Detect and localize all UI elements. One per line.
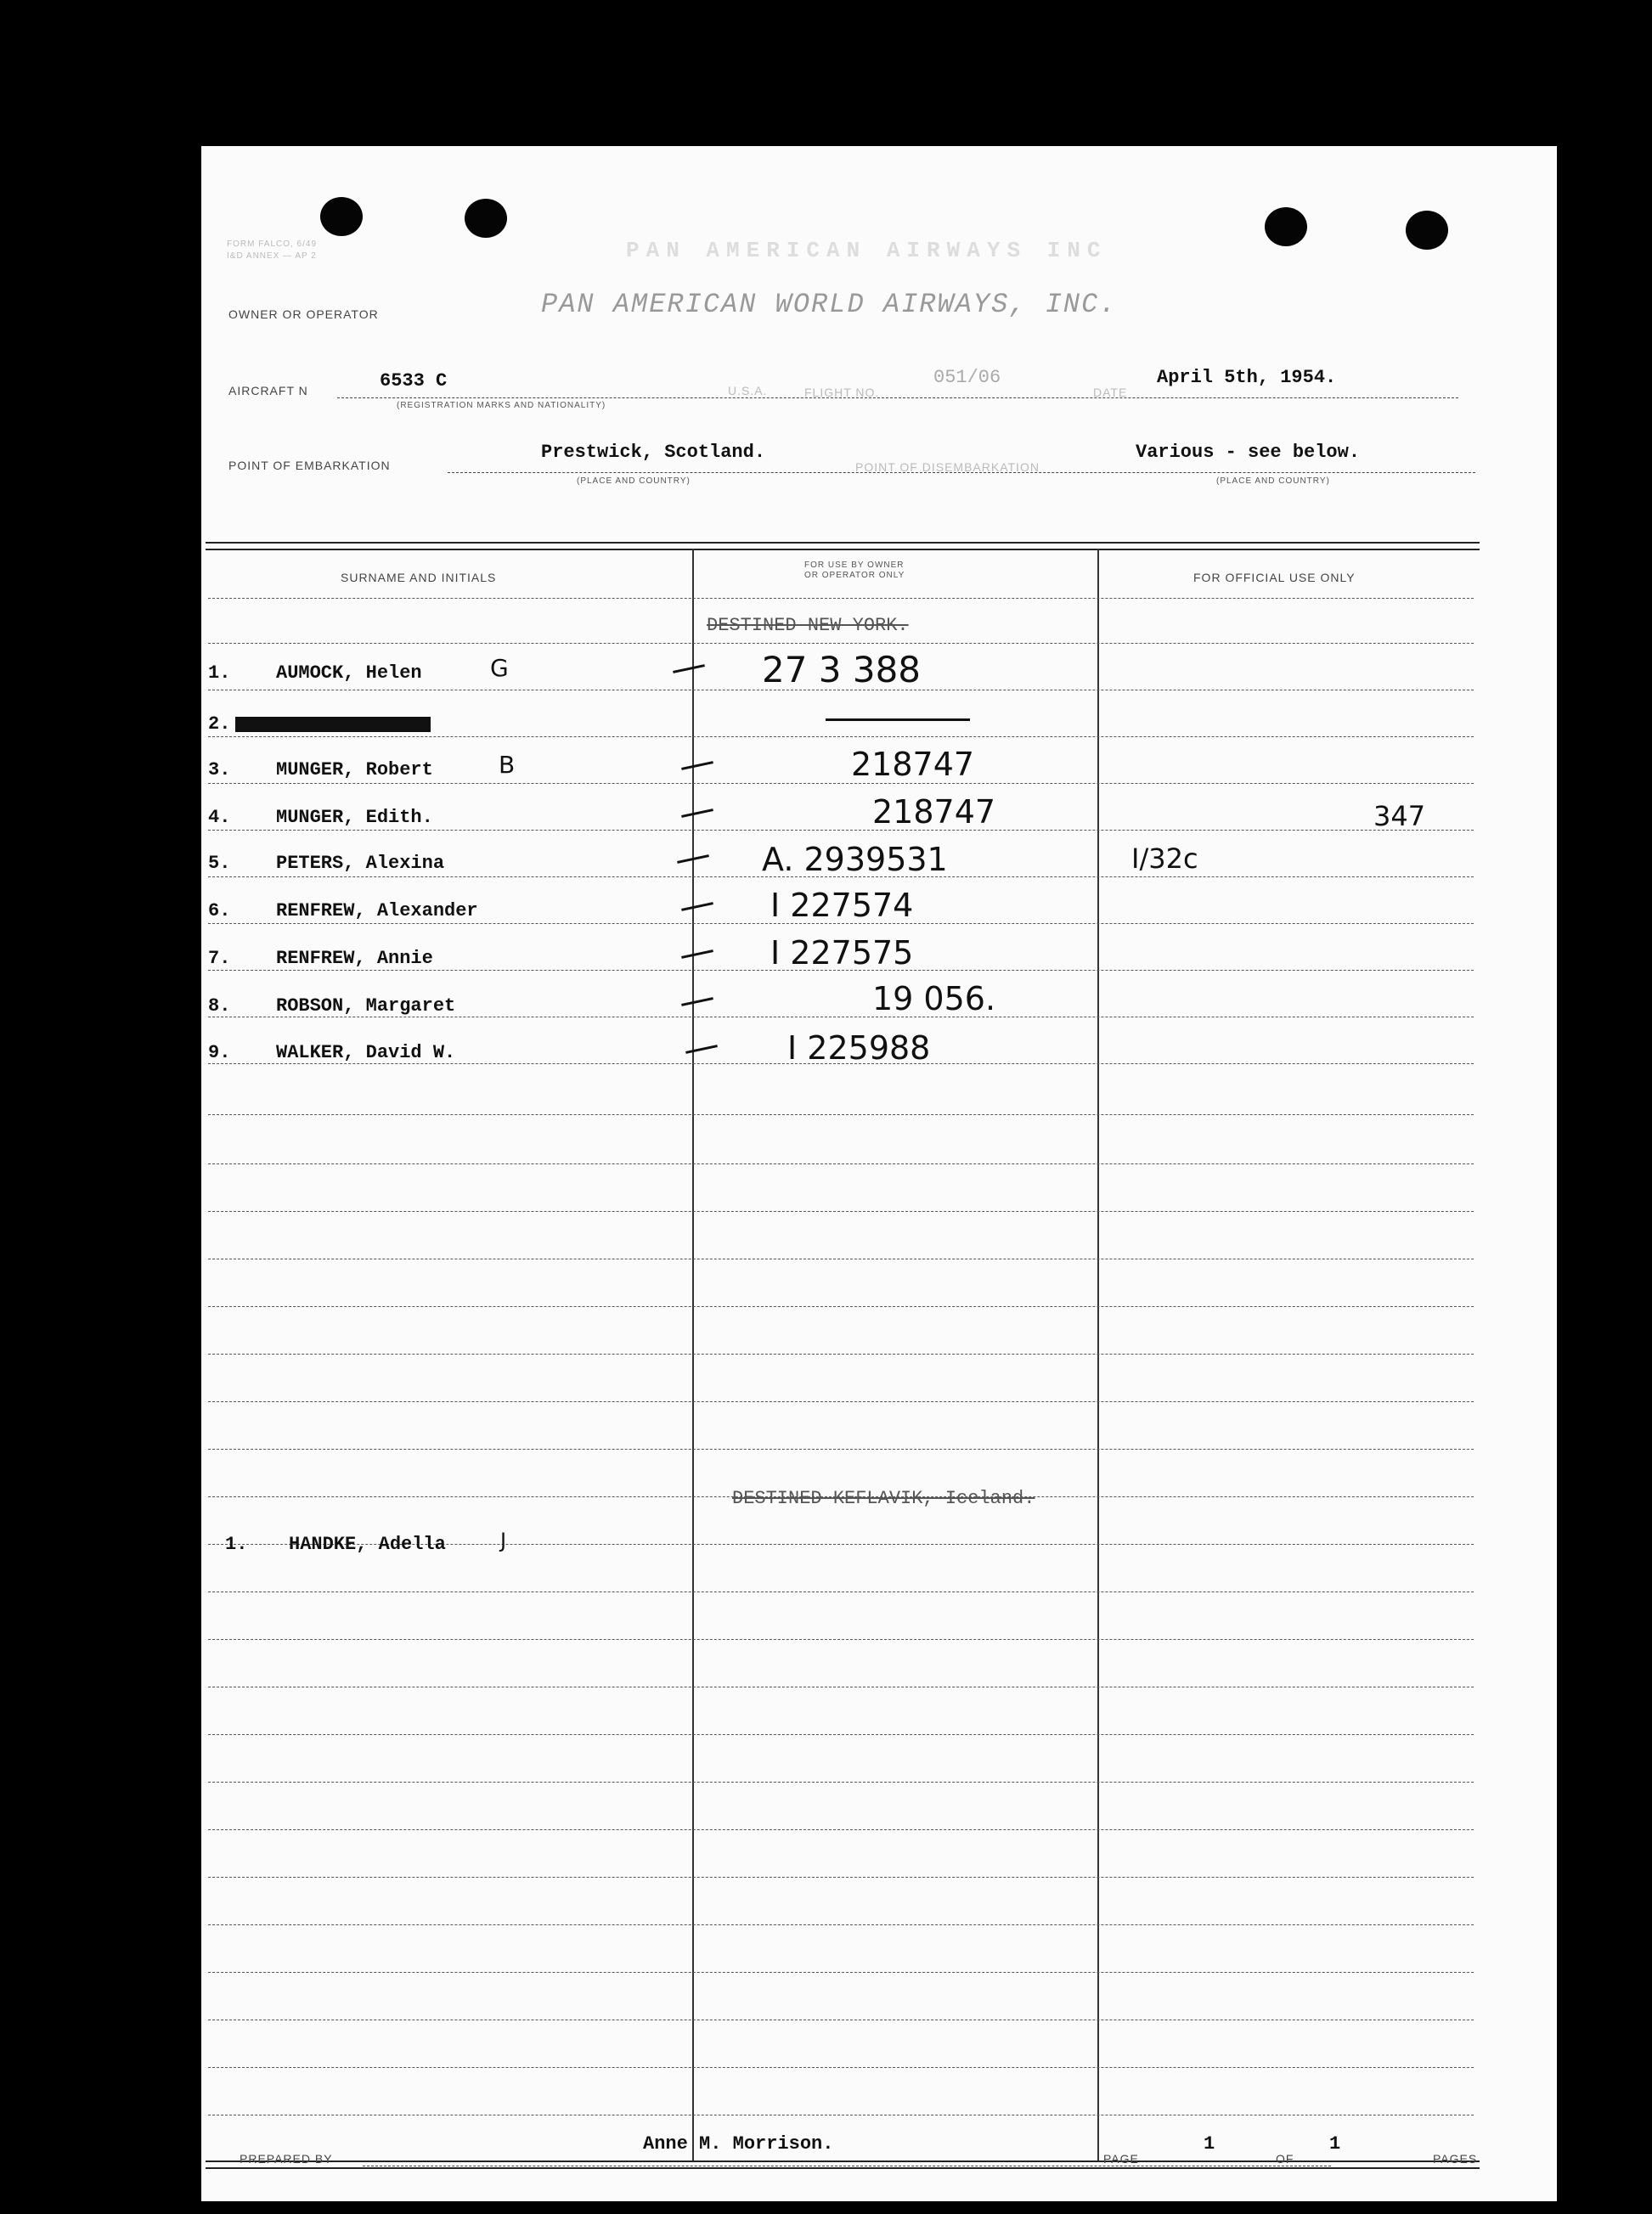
passenger-number: 27 3 388 xyxy=(762,649,922,690)
aircraft-value: 6533 C xyxy=(380,370,448,392)
passenger-number: I 227575 xyxy=(770,934,914,972)
tick-mark xyxy=(681,997,713,1006)
passenger-number: I 225988 xyxy=(787,1029,931,1067)
embark-value: Prestwick, Scotland. xyxy=(541,442,766,463)
row-number: 9. xyxy=(208,1042,231,1063)
passenger-name: ROBSON, Margaret xyxy=(276,995,456,1017)
page-label: PAGE xyxy=(1103,2152,1139,2166)
registration-note: (REGISTRATION MARKS AND NATIONALITY) xyxy=(397,401,606,410)
flight-value: 051/06 xyxy=(933,367,1001,388)
tick-mark xyxy=(681,808,713,818)
punch-hole xyxy=(320,197,363,236)
aircraft-label: AIRCRAFT N xyxy=(228,384,308,397)
passenger-number: 218747 xyxy=(851,746,975,783)
punch-hole xyxy=(1265,207,1307,246)
official-note: I/32c xyxy=(1131,842,1198,875)
col3-header: FOR OFFICIAL USE ONLY xyxy=(1193,571,1356,584)
passenger-name: RENFREW, Alexander xyxy=(276,900,478,921)
passenger-name: AUMOCK, Helen xyxy=(276,662,422,684)
hand-initial: G xyxy=(490,654,509,682)
underline-mark xyxy=(826,718,970,721)
prepared-label: PREPARED BY xyxy=(240,2152,333,2166)
tick-mark xyxy=(685,1045,718,1054)
hand-initial: B xyxy=(499,751,516,779)
row-number: 8. xyxy=(208,995,231,1017)
tick-mark xyxy=(681,761,713,770)
passenger-name: WALKER, David W. xyxy=(276,1042,456,1063)
row-number: 3. xyxy=(208,759,231,780)
col2-header-line1: FOR USE BY OWNER xyxy=(804,561,905,570)
row-number: 2. xyxy=(208,713,231,735)
passenger-number: 19 056. xyxy=(872,980,996,1017)
of-label: OF xyxy=(1276,2152,1294,2166)
punch-hole xyxy=(1406,211,1448,250)
form-code-line1: FORM FALCO, 6/49 xyxy=(227,239,318,249)
of-value: 1 xyxy=(1329,2133,1341,2155)
row-number: 1. xyxy=(208,662,231,684)
passenger-name: MUNGER, Edith. xyxy=(276,807,433,828)
faint-header: PAN AMERICAN AIRWAYS INC xyxy=(626,238,1108,263)
official-note: 347 xyxy=(1373,800,1426,832)
place-note: (PLACE AND COUNTRY) xyxy=(577,476,691,486)
pages-label: PAGES xyxy=(1433,2152,1478,2166)
date-label: DATE xyxy=(1093,386,1128,399)
row-number: 6. xyxy=(208,900,231,921)
passenger-number: A. 2939531 xyxy=(762,841,948,878)
row-number: 7. xyxy=(208,948,231,969)
passenger-number: 218747 xyxy=(872,793,996,831)
manifest-sheet xyxy=(201,146,1557,2201)
owner-value: PAN AMERICAN WORLD AIRWAYS, INC. xyxy=(541,289,1118,320)
passenger-name: HANDKE, Adella xyxy=(289,1534,446,1555)
row-number: 1. xyxy=(225,1534,248,1555)
group2-header: DESTINED KEFLAVIK, Iceland. xyxy=(732,1488,1035,1509)
page-value: 1 xyxy=(1204,2133,1215,2155)
passenger-number: I 227574 xyxy=(770,887,914,924)
disembark-value: Various - see below. xyxy=(1136,442,1361,463)
form-code-line2: I&D ANNEX — AP 2 xyxy=(227,251,317,261)
date-value: April 5th, 1954. xyxy=(1157,367,1337,388)
row-number: 4. xyxy=(208,807,231,828)
passenger-name: MUNGER, Robert xyxy=(276,759,433,780)
redaction-mark xyxy=(235,717,431,732)
row-number: 5. xyxy=(208,853,231,874)
embark-label: POINT OF EMBARKATION xyxy=(228,459,391,472)
owner-label: OWNER OR OPERATOR xyxy=(228,307,379,321)
flight-label: FLIGHT NO. xyxy=(804,386,880,399)
tick-mark xyxy=(673,664,705,673)
col2-header-line2: OR OPERATOR ONLY xyxy=(804,571,905,580)
usa-label: U.S.A. xyxy=(728,384,768,397)
prepared-value: Anne M. Morrison. xyxy=(643,2133,834,2155)
tick-mark xyxy=(681,902,713,911)
disembark-label: POINT OF DISEMBARKATION xyxy=(855,460,1040,474)
group1-header: DESTINED NEW YORK. xyxy=(707,615,909,636)
passenger-name: RENFREW, Annie xyxy=(276,948,433,969)
punch-hole xyxy=(465,199,507,238)
passenger-name: PETERS, Alexina xyxy=(276,853,445,874)
tick-mark xyxy=(681,949,713,959)
hand-initial: J xyxy=(500,1529,507,1552)
col1-header: SURNAME AND INITIALS xyxy=(341,571,497,584)
place-note-2: (PLACE AND COUNTRY) xyxy=(1216,476,1330,486)
